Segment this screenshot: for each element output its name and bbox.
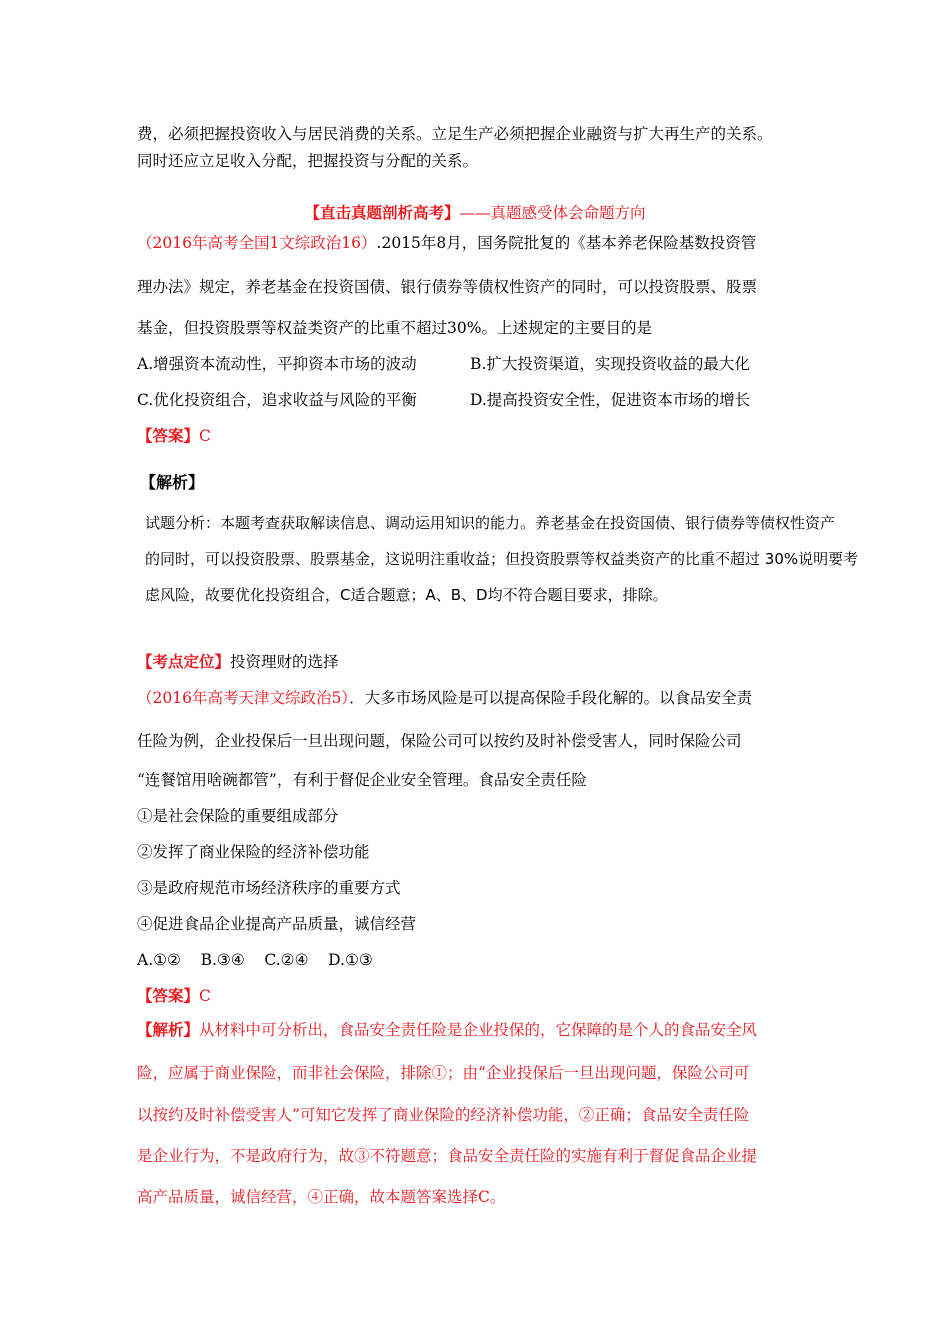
q2-analysis-text-1: 从材料中可分析出，食品安全责任险是企业投保的，它保障的是个人的食品安全风 [199,1021,758,1039]
q1-point-value: 投资理财的选择 [230,653,339,671]
q1-point [137,652,339,672]
q2-stem-line-3: “连餐馆用啥碗都管”，有利于督促企业安全管理。食品安全责任险 [137,771,587,789]
q1-option-b: B.扩大投资渠道，实现投资收益的最大化 [470,355,750,373]
q1-answer-label: 【答案】 [137,426,200,445]
q2-options: A.①② B.③④ C.②④ D.①③ [137,951,373,969]
q2-stem-line-2: 任险为例，企业投保后一旦出现问题，保险公司可以按约及时补偿受害人，同时保险公司 [137,732,742,750]
q2-item-1: ①是社会保险的重要组成部分 [137,807,339,825]
q2-source: （2016年高考天津文综政治5） [137,689,350,707]
q2-answer [137,986,211,1006]
q2-answer-label: 【答案】 [137,986,200,1005]
q2-analysis-line-5: 高产品质量，诚信经营，④正确，故本题答案选择C。 [137,1188,506,1206]
q2-analysis-line-3: 以按约及时补偿受害人”可知它发挥了商业保险的经济补偿功能，②正确；食品安全责任险 [137,1106,750,1124]
q1-analysis-line-2: 的同时，可以投资股票、股票基金，这说明注重收益；但投资股票等权益类资产的比重不超过 30%说明要考 [145,550,859,568]
q1-answer-value: C [199,427,211,445]
q2-answer-value: C [199,987,211,1005]
q1-analysis-line-3: 虑风险，故要优化投资组合，C适合题意；A、B、D均不符合题目要求，排除。 [145,586,668,604]
q2-stem-text-1: ．大多市场风险是可以提高保险手段化解的。以食品安全责 [349,689,753,707]
q1-stem-text-1: .2015年8月，国务院批复的《基本养老保险基数投资管 [376,234,757,252]
section-heading-subtitle: ——真题感受体会命题方向 [459,204,646,222]
q2-item-4: ④促进食品企业提高产品质量，诚信经营 [137,915,417,933]
intro-line-1: 费，必须把握投资收入与居民消费的关系。立足生产必须把握企业融资与扩大再生产的关系。 [137,125,773,143]
q1-analysis-line-1: 试题分析：本题考查获取解读信息、调动运用知识的能力。养老基金在投资国债、银行债券等债权性资产 [145,514,836,532]
q1-stem-line-3: 基金，但投资股票等权益类资产的比重不超过30%。上述规定的主要目的是 [137,319,652,337]
q1-option-c: C.优化投资组合，追求收益与风险的平衡 [137,391,417,409]
q1-point-label: 【考点定位】 [137,652,231,671]
q1-source: （2016年高考全国1文综政治16） [137,234,377,252]
q2-analysis-line-1 [137,1020,757,1040]
q2-analysis-line-4: 是企业行为，不是政府行为，故③不符题意；食品安全责任险的实施有利于督促食品企业提 [137,1147,758,1165]
q1-option-d: D.提高投资安全性，促进资本市场的增长 [470,391,751,409]
section-heading [0,203,950,223]
q2-item-2: ②发挥了商业保险的经济补偿功能 [137,843,370,861]
q2-analysis-label: 【解析】 [137,1020,200,1039]
intro-line-2: 同时还应立足收入分配，把握投资与分配的关系。 [137,152,479,170]
q1-stem-line-2: 理办法》规定，养老基金在投资国债、银行债券等债权性资产的同时，可以投资股票、股票 [137,278,758,296]
q2-analysis-line-2: 险，应属于商业保险，而非社会保险，排除①；由“企业投保后一旦出现问题，保险公司可 [137,1064,750,1082]
q1-option-a: A.增强资本流动性，平抑资本市场的波动 [137,355,417,373]
q1-answer [137,426,211,446]
q2-stem-line-1 [137,688,752,708]
section-heading-title: 【直击真题剖析高考】 [304,203,460,222]
q2-item-3: ③是政府规范市场经济秩序的重要方式 [137,879,401,897]
q1-analysis-label: 【解析】 [140,473,205,492]
q1-stem-line-1 [137,233,756,253]
